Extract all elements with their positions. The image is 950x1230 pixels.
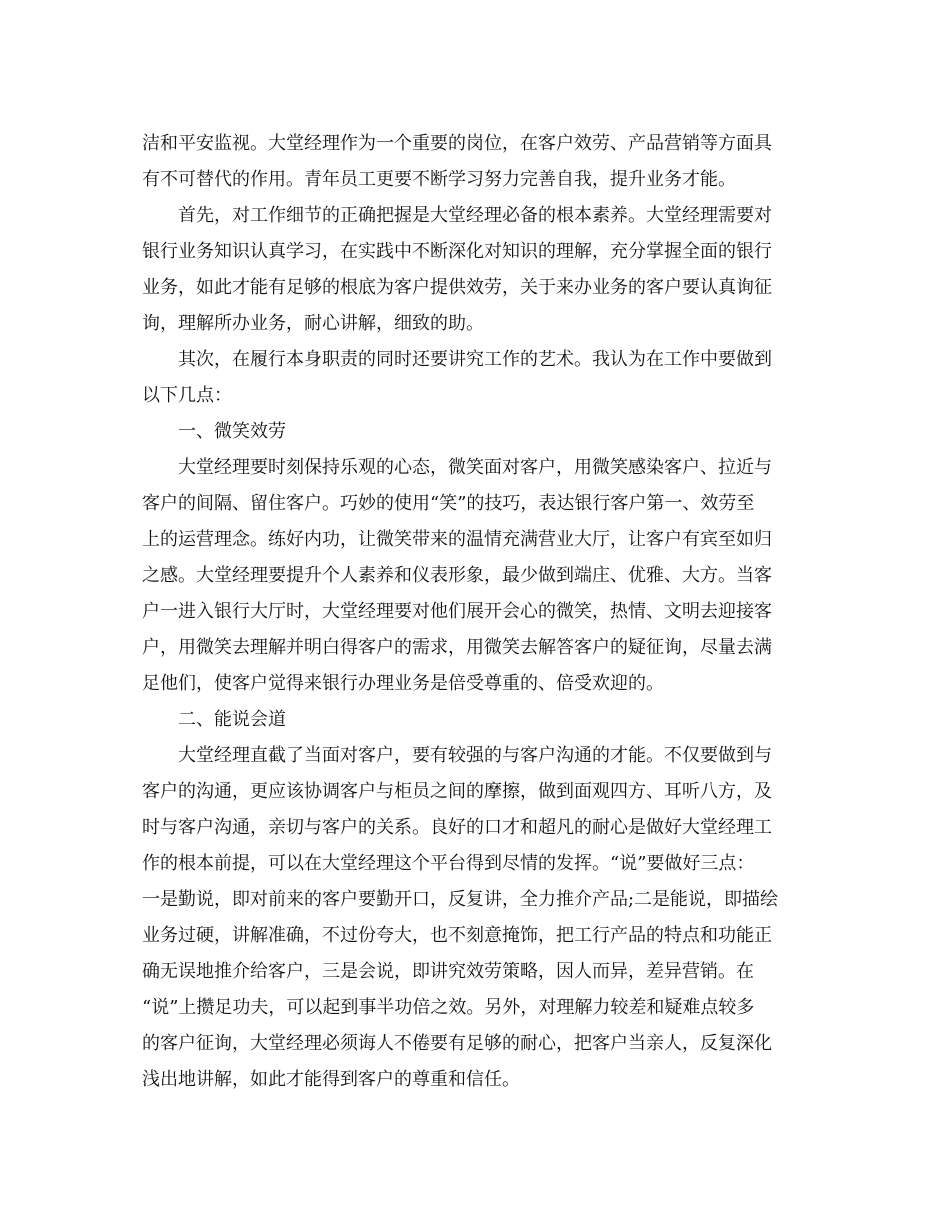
text-line: 之感。大堂经理要提升个人素养和仪表形象，最少做到端庄、优雅、大方。当客: [142, 565, 772, 586]
text-line: 大堂经理要时刻保持乐观的心态，微笑面对客户，用微笑感染客户、拉近与: [178, 457, 772, 478]
text-line: 银行业务知识认真学习，在实践中不断深化对知识的理解，充分掌握全面的银行: [142, 241, 772, 262]
text-line: 业务过硬，讲解准确，不过份夸大，也不刻意掩饰，把工行产品的特点和功能正: [142, 925, 772, 946]
text-line: 一是勤说，即对前来的客户要勤开口，反复讲，全力推介产品;二是能说，即描绘: [142, 889, 779, 910]
text-line: 询，理解所办业务，耐心讲解，细致的助。: [142, 313, 484, 334]
text-line: 的客户征询，大堂经理必须诲人不倦要有足够的耐心，把客户当亲人，反复深化: [142, 1033, 772, 1054]
text-line: 户，用微笑去理解并明白得客户的需求，用微笑去解答客户的疑征询，尽量去满: [142, 637, 772, 658]
text-line: 一、微笑效劳: [178, 421, 286, 442]
text-line: 确无误地推介给客户，三是会说，即讲究效劳策略，因人而异，差异营销。在: [142, 961, 754, 982]
text-line: “说”上攒足功夫，可以起到事半功倍之效。另外，对理解力较差和疑难点较多: [142, 997, 755, 1018]
text-line: 时与客户沟通，亲切与客户的关系。良好的口才和超凡的耐心是做好大堂经理工: [142, 817, 772, 838]
text-line: 客户的间隔、留住客户。巧妙的使用“笑”的技巧，表达银行客户第一、效劳至: [142, 493, 755, 514]
text-line: 有不可替代的作用。青年员工更要不断学习努力完善自我，提升业务才能。: [142, 169, 736, 190]
text-line: 户一进入银行大厅时，大堂经理要对他们展开会心的微笑，热情、文明去迎接客: [142, 601, 772, 622]
text-line: 客户的沟通，更应该协调客户与柜员之间的摩擦，做到面观四方、耳听八方，及: [142, 781, 772, 802]
document-body: [142, 126, 812, 1098]
text-line: 浅出地讲解，如此才能得到客户的尊重和信任。: [142, 1069, 520, 1090]
text-line: 业务，如此才能有足够的根底为客户提供效劳，关于来办业务的客户要认真询征: [142, 277, 772, 298]
text-line: 首先，对工作细节的正确把握是大堂经理必备的根本素养。大堂经理需要对: [178, 205, 772, 226]
text-line: 以下几点：: [142, 385, 232, 406]
text-line: 大堂经理直截了当面对客户，要有较强的与客户沟通的才能。不仅要做到与: [178, 745, 772, 766]
text-line: 作的根本前提，可以在大堂经理这个平台得到尽情的发挥。“说”要做好三点：: [142, 853, 755, 874]
text-line: 二、能说会道: [178, 709, 286, 730]
text-line: 洁和平安监视。大堂经理作为一个重要的岗位，在客户效劳、产品营销等方面具: [142, 133, 772, 154]
text-line: 其次，在履行本身职责的同时还要讲究工作的艺术。我认为在工作中要做到: [178, 349, 772, 370]
text-line: 足他们，使客户觉得来银行办理业务是倍受尊重的、倍受欢迎的。: [142, 673, 664, 694]
text-line: 上的运营理念。练好内功，让微笑带来的温情充满营业大厅，让客户有宾至如归: [142, 529, 772, 550]
